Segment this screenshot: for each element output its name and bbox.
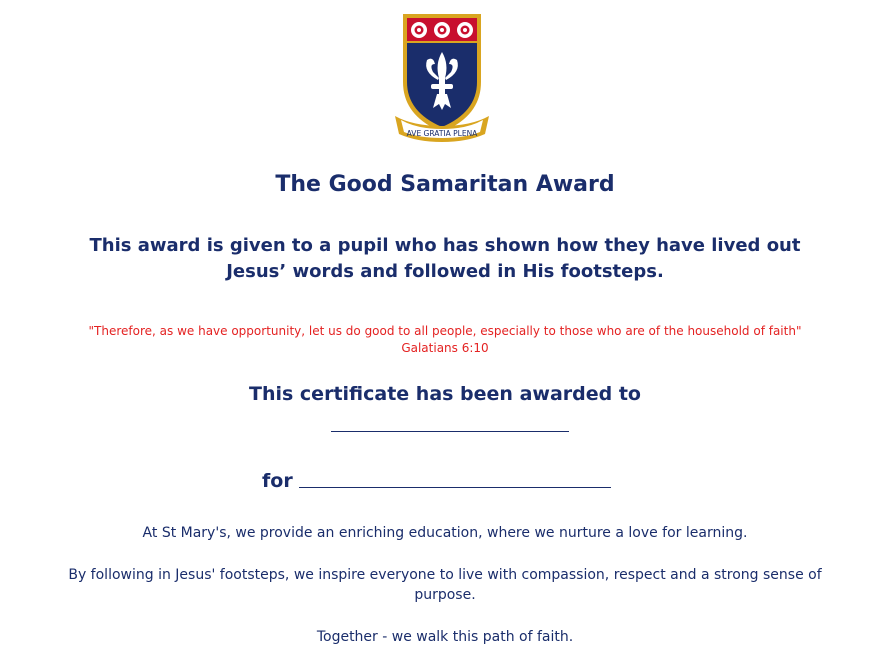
award-description: This award is given to a pupil who has shown how they have lived out Jesus’ words and followed in His footsteps. [89,235,801,282]
reason-line [299,487,611,488]
for-label: for [262,470,293,492]
reason-row [262,464,611,492]
awarded-to-heading: This certificate has been awarded to [249,383,641,405]
rose-icon [434,22,450,38]
quote-text: "Therefore, as we have opportunity, let us do good to all people, especially to those who are of the household of faith" [88,324,802,338]
mission-statement-3: Together - we walk this path of faith. [316,629,574,645]
rose-icon [457,22,473,38]
crest-motto: AVE GRATIA PLENA [406,129,478,138]
recipient-name-line [331,431,569,432]
mission-statement-2: By following in Jesus' footsteps, we inspire everyone to live with compassion, respect and a strong sense of purpose. [68,567,822,603]
rose-icon [411,22,427,38]
school-crest-logo [393,12,491,144]
mission-statement-1: At St Mary's, we provide an enriching education, where we nurture a love for learning. [142,525,748,541]
scripture-quote [40,323,850,357]
award-title: The Good Samaritan Award [275,172,615,197]
quote-reference: Galatians 6:10 [401,341,489,355]
